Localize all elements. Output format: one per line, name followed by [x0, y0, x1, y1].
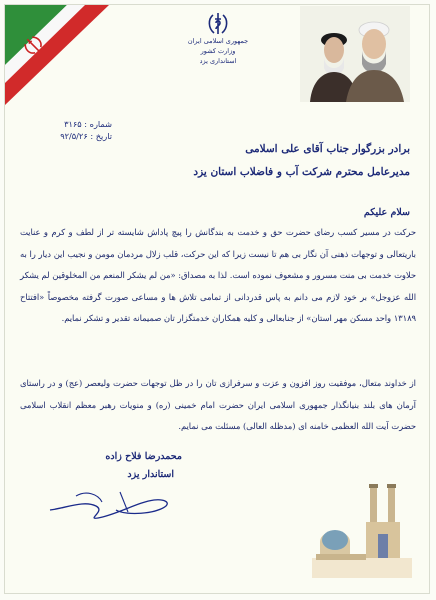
letter-date: تاریخ : ۹۲/۵/۲۶	[60, 131, 112, 141]
header-line-country: جمهوری اسلامی ایران	[187, 37, 249, 45]
emblem-icon	[207, 12, 229, 36]
recipient-title-line: مدیرعامل محترم شرکت آب و فاضلاب استان یزد	[193, 166, 410, 178]
signatory-name: محمدرضا فلاح زاده	[105, 451, 182, 462]
iran-flag-icon	[5, 5, 109, 105]
letter-meta	[22, 118, 112, 142]
header-line-ministry: وزارت کشور	[200, 47, 236, 55]
handwritten-signature	[46, 480, 176, 524]
letter-number: شماره : ۳۱۶۵	[64, 119, 112, 129]
body-paragraph: حرکت در مسیر کسب رضای حضرت حق و خدمت به بندگانش را پیچ پاداش شایسته تر از لطف و کرم و عنایت باریتعالی و توجهات ذهنی آن نگار بی هم تا نیست زیرا که این حرکت، قلب زلال مردمان مومن و نجیب این دیار را به حلاوت خدمت بی منت مسرور و مشعوف نموده است. لذا به مصداق: «من لم یشکر المنعم من المخلوقین لم یشکر الله عزوجل» بر خود لازم می دانم به پاس قدردانی از تمامی تلاش ها و مساعی صورت گرفته مخصوصاً «افتتاح ۱۳۱۸۹ واحد مسکن مهر استان» از جنابعالی و کلیه همکاران خدمتگزار تان صمیمانه تقدیر و تشکر نمایم.	[20, 227, 416, 323]
leaders-portrait	[300, 6, 410, 102]
mosque-illustration	[312, 478, 412, 578]
header-line-governorate: استانداری یزد	[199, 57, 237, 65]
recipient-line: برادر بزرگوار جناب آقای علی اسلامی	[245, 143, 410, 155]
greeting: سلام علیکم	[363, 207, 410, 218]
closing-paragraph: از خداوند متعال، موفقیت روز افزون و عزت و سرفرازی تان را در ظل توجهات حضرت ولیعصر (عج) و در راستای آرمان های بلند بنیانگذار جمهوری اسلامی ایران حضرت امام خمینی (ره) و منویات رهبر معظم انقلاب اسلامی حضرت آیت الله العظمی خامنه ای (مدظله العالی) مسئلت می نمایم.	[20, 378, 416, 431]
signatory-title: استاندار یزد	[127, 469, 174, 480]
government-emblem-block	[168, 12, 268, 97]
